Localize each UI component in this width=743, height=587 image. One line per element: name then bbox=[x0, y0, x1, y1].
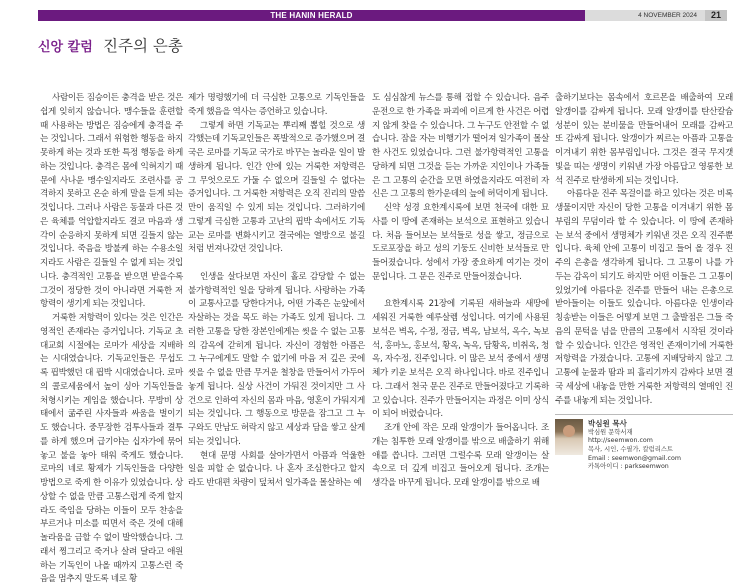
paragraph: 요한계시록 21장에 기록된 새하늘과 새땅에 세워진 거룩한 예루살렘 성입니다. 여기에 사용된 보석은 벽옥, 수정, 정금, 벽옥, 남보석, 옥수, 녹보석, 홍마노, 홍보석, 황옥, 녹옥, 담황옥, 비취옥, 청옥, 자수정, 진주입니다. 이 많은 보석 중에서 생명체가 키운 보석은 오직 하나입니다. 바로 진주입니다. 그래서 천국 문은 진주로 만들어졌다고 기록하고 있습니다. 진주가 만들어지는 과정은 이미 상식이 되어 버렸습니다. bbox=[372, 299, 549, 420]
author-photo bbox=[555, 419, 583, 455]
paragraph: 제가 명령했기에 더 극심한 고통으로 기독인들을 죽게 했음을 역사는 증언하고 있습니다. bbox=[188, 93, 365, 117]
paragraph: 사람이든 짐승이든 충격을 받은 것은 쉽게 잊히지 않습니다. 맹수들을 훈련할 때 사용하는 방법은 짐승에게 충격을 주는 것입니다. 그래서 위험한 행동을 하지 못하게 하는 것과 또한 특정 행동을 하게 하는 것입니다. 충격은 몸에 익혀지기 때문에 사나운 맹수일지라도 조련사를 공격하지 못하고 온순 하게 말을 듣게 되는 것입니다. 그러나 사람은 동물과 다른 것은 육체를 억압할지라도 결코 마음과 생각이 순응하지 못하게 되면 길들지 않는 것입니다. 죽음을 방불케 하는 수용소일지라도 사람은 길들일 수 없게 되는 것입니다. 충격적인 고통을 받으면 받을수록 그것이 정당한 것이 아니라면 거룩한 저항력이 생기게 되는 것입니다. bbox=[40, 93, 183, 310]
paragraph: 도 심심찮게 뉴스를 통해 접할 수 있습니다. 음주운전으로 한 가족을 파괴에 이르게 한 사건은 어렵지 않게 찾을 수 있습니다. 그 누구도 안전할 수 없습니다. 잠을 자는 비행기가 떨어져 일가족이 몰살한 사건도 있었습니다. 그런 불가항력적인 고통을 당하게 되면 그것을 듣는 가까운 지인이나 가족들은 그 고통의 순간을 모면 하였을지라도 여전히 자신은 그 고통의 한가운데의 늪에 허덕이게 됩니다. bbox=[372, 93, 549, 200]
author-website[interactable]: http://seemwon.com bbox=[588, 437, 653, 445]
column-kicker: 신앙 칼럼 bbox=[38, 40, 93, 55]
article-column-4 bbox=[555, 92, 733, 472]
author-name: 박심원 목사 bbox=[588, 419, 627, 429]
paragraph: 신약 성경 요한계시록에 보면 천국에 대한 묘사를 이 땅에 존재하는 보석으로 표현하고 있습니다. 처음 들어보는 보석들로 성을 쌓고, 정금으로 도로포장을 하고 성의 기둥도 신비한 보석들로 만들어졌습니다. 성에서 가장 중요하게 여기는 것이 문입니다. 그 문은 진주로 만들어졌습니다. bbox=[372, 203, 549, 282]
author-block bbox=[555, 414, 733, 471]
author-blog: 박심원 문학서재 bbox=[588, 428, 633, 436]
article-column-3 bbox=[372, 92, 549, 491]
paragraph: 인생을 살다보면 자신이 홀로 감당할 수 없는 불가항력적인 일을 당하게 됩니다. 사랑하는 가족이 교통사고를 당한다거나, 어떤 가족은 눈앞에서 자살하는 것을 목도 하는 가족도 있게 됩니다. 그러한 고통을 당한 장본인에게는 씻을 수 없는 고통의 감옥에 갇히게 됩니다. 자신이 경험한 아픔은 그 누구에게도 말할 수 없기에 마음 저 깊은 곳에 씻을 수 없을 만큼 무거운 철창을 만들어서 가두어 놓게 됩니다. 실상 사건이 가둬진 것이지만 그 사건으로 인하여 자신의 몸과 마음, 영혼이 가둬지게 되는 것입니다. 그 행동으로 방문을 잠그고 그 누구와도 만남도 허락지 않고 세상과 담을 쌓고 살게 되는 것입니다. bbox=[188, 271, 365, 447]
article-title: 진주의 은총 bbox=[103, 37, 183, 55]
paragraph: 조개 안에 작은 모래 알갱이가 들어옵니다. 조개는 침투한 모래 알갱이를 밖으로 배출하기 위해 애를 씁니다. 그러면 그럴수록 모래 알갱이는 살 속으로 더 깊게 비집고 들어오게 됩니다. 조개는 생각을 바꾸게 됩니다. 모래 알갱이를 밖으로 배 bbox=[372, 423, 549, 488]
article-column-2 bbox=[188, 92, 365, 491]
author-box bbox=[588, 419, 681, 471]
paragraph: 현대 문명 사회를 살아가면서 아픔과 억울한 일을 피할 순 없습니다. 나 혼자 조심한다고 할지라도 반대편 차량이 덮쳐서 일가족을 몰살하는 예 bbox=[188, 450, 365, 488]
author-email[interactable]: Email : seemwon@gmail.com bbox=[588, 454, 681, 462]
paragraph: 거룩한 저항력이 있다는 것은 인간은 영적인 존재라는 증거입니다. 기독교 초대교회 시절에는 로마가 세상을 지배하는 시대였습니다. 기독교인들은 무섭도록 핍박했던 대 핍박 시대였습니다. 로마의 콜로세움에서 높이 싱아 기독인들을 처형시키는 게임을 했습니다. 무방비 상태에서 굶주린 사자들과 싸움을 벌이기도 했습니다. 중무장한 검투사들과 결투를 하게 했으며 급기야는 십자가에 묶어 놓고 불을 놓아 태워 죽게도 했습니다. 로마의 네로 황제가 기독인들을 다양한 방법으로 죽게 한 이유가 있었습니다. 상상할 수 없을 만큼 고통스럽게 죽게 할지라도 죽임을 당하는 이들이 모두 찬송을 부르거나 미소를 띠면서 죽은 것에 대해 놀라움을 금할 수 없이 발악했습니다. 그래서 찡그리고 죽거나 살려 달라고 애원하는 기독인이 나올 때까지 고통스런 죽음을 멈추지 말도록 네로 황 bbox=[40, 313, 183, 585]
publication-banner: THE HANIN HERALD bbox=[38, 10, 585, 21]
paragraph: 출하기보다는 몸속에서 호르몬을 배출하여 모래 알갱이를 감싸게 됩니다. 모래 알갱이를 탄산칼슘 성분이 있는 분비물을 만들어내어 모래를 감싸고 또 감싸게 됩니다. 알갱이가 찌르는 아픔과 고통을 이겨내기 위한 몸부림입니다. 그것은 결국 무지갯빛을 띠는 생명이 키워낸 가장 아름답고 영롱한 보석 진주로 탄생하게 되는 것입니다. bbox=[555, 93, 733, 186]
paragraph: 아름다운 진주 목걸이를 하고 있다는 것은 비록 생물이지만 자신이 당한 고통을 이겨내기 위한 몸부림의 무덤이라 할 수 있습니다. 이 땅에 존재하는 보석 중에서 생명체가 키워낸 것은 오직 진주뿐입니다. 육체 안에 고통이 비집고 들어 올 경우 진주의 은총을 생각하게 됩니다. 그 고통이 나를 가두는 감옥이 되기도 하지만 어떤 이들은 그 고통이 있었기에 아름다운 진주를 만들어 내는 은총으로 받아들이는 이들도 있습니다. 아름다운 인생이라 칭송받는 이들은 어떻게 보면 그 출발점은 그들 죽음의 문턱을 넘을 만큼의 고통에서 시작된 것이라 할 수 있습니다. 인간은 영적인 존재이기에 거룩한 저항력을 가졌습니다. 고통에 지배당하지 않고 그 고통에 눈물과 땀과 피 흘리기까지 감싸다 보면 결국 세상에 내놓을 만한 거룩한 저항력의 열매인 진주를 내놓게 되는 것입니다. bbox=[555, 189, 733, 406]
author-kakao-id: 카톡아이디 : parkseemwon bbox=[588, 463, 669, 471]
paragraph: 그렇게 하면 기독교는 뿌리째 뽑힐 것으로 생각했는데 기독교인들은 폭발적으로 증가했으며 결국은 로마를 기독교 국가로 바꾸는 놀라운 일이 발생하게 됩니다. 인간 안에 있는 거룩한 저항력은 그 무엇으로도 가둘 수 없으며 길들일 수 없다는 증거입니다. 그 거룩한 저항력은 오직 진리의 말씀만이 움직일 수 있게 되는 것입니다. 그러하기에 그렇게 극심한 고통과 고난의 핍박 속에서도 기독교는 로마를 변화시키고 결국에는 열방으로 불길처럼 번져나갔던 것입니다. bbox=[188, 120, 365, 255]
page-number: 21 bbox=[705, 10, 727, 21]
issue-date: 4 NOVEMBER 2024 bbox=[585, 10, 705, 21]
article-column-1 bbox=[40, 92, 183, 587]
author-roles: 목사, 시인, 수필가, 칼럼리스트 bbox=[588, 445, 674, 453]
